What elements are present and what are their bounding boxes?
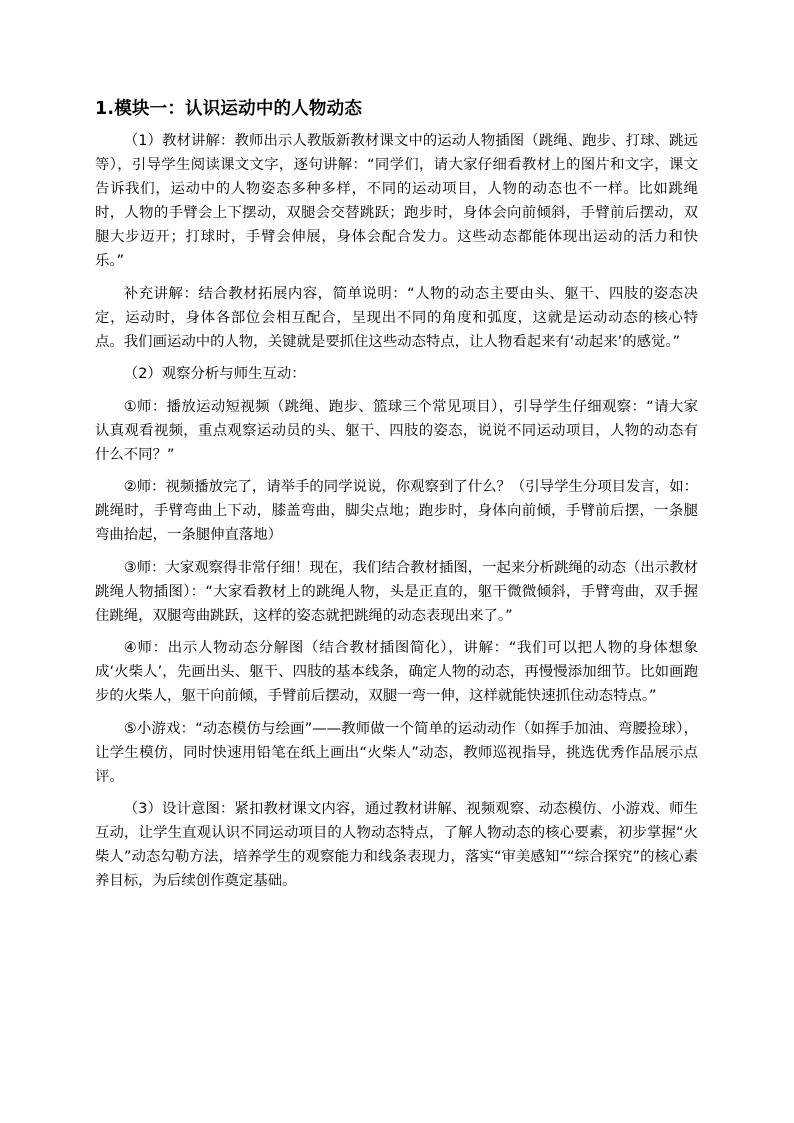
section-heading: 1.模块一：认识运动中的人物动态 — [95, 99, 363, 119]
paragraph-step-5-game: ⑤小游戏：“动态模仿与绘画”——教师做一个简单的运动动作（如挥手加油、弯腰捡球），让学生模仿，同时快速用铅笔在纸上画出“火柴人”动态，教师巡视指导，挑选优秀作品展示点评。 — [95, 720, 698, 785]
paragraph-step-1: ①师：播放运动短视频（跳绳、跑步、篮球三个常见项目），引导学生仔细观察：“请大家认真观看视频，重点观察运动员的头、躯干、四肢的姿态，说说不同运动项目，人物的动态有什么不同？” — [95, 398, 698, 463]
document-page — [95, 96, 698, 902]
paragraph-step-2: ②师：视频播放完了，请举手的同学说说，你观察到了什么？（引导学生分项目发言，如：跳绳时，手臂弯曲上下动，膝盖弯曲，脚尖点地；跑步时，身体向前倾，手臂前后摆，一条腿弯曲抬起，一条腿伸直落地） — [95, 479, 698, 543]
paragraph-step-3: ③师：大家观察得非常仔细！现在，我们结合教材插图，一起来分析跳绳的动态（出示教材跳绳人物插图）：“大家看教材上的跳绳人物，头是正直的，躯干微微倾斜，手臂弯曲，双手握住跳绳，双腿弯曲跳跃，这样的姿态就把跳绳的动态表现出来了。” — [95, 559, 698, 624]
paragraph-observation-heading: （2）观察分析与师生互动： — [123, 366, 306, 382]
paragraph-supplementary-explanation: 补充讲解：结合教材拓展内容，简单说明：“人物的动态主要由头、躯干、四肢的姿态决定，运动时，身体各部位会相互配合，呈现出不同的角度和弧度，这就是运动动态的核心特点。我们画运动中的人物，关键就是要抓住这些动态特点，让人物看起来有‘动起来’的感觉。” — [95, 285, 698, 350]
paragraph-textbook-explanation: （1）教材讲解：教师出示人教版新教材课文中的运动人物插图（跳绳、跑步、打球、跳远等），引导学生阅读课文文字，逐句讲解：“同学们，请大家仔细看教材上的图片和文字，课文告诉我们，运动中的人物姿态多种多样，不同的运动项目，人物的动态也不一样。比如跳绳时，人物的手臂会上下摆动，双腿会交替跳跃；跑步时，身体会向前倾斜，手臂前后摆动，双腿大步迈开；打球时，手臂会伸展，身体会配合发力。这些动态都能体现出运动的活力和快乐。” — [95, 133, 698, 269]
paragraph-step-4: ④师：出示人物动态分解图（结合教材插图简化），讲解：“我们可以把人物的身体想象成‘火柴人’，先画出头、躯干、四肢的基本线条，确定人物的动态，再慢慢添加细节。比如画跑步的火柴人，躯干向前倾，手臂前后摆动，双腿一弯一伸，这样就能快速抓住动态特点。” — [95, 640, 698, 704]
paragraph-design-intent: （3）设计意图：紧扣教材课文内容，通过教材讲解、视频观察、动态模仿、小游戏、师生互动，让学生直观认识不同运动项目的人物动态特点，了解人物动态的核心要素，初步掌握“火柴人”动态勾勒方法，培养学生的观察能力和线条表现力，落实“审美感知”“综合探究”的核心素养目标，为后续创作奠定基础。 — [95, 801, 698, 889]
